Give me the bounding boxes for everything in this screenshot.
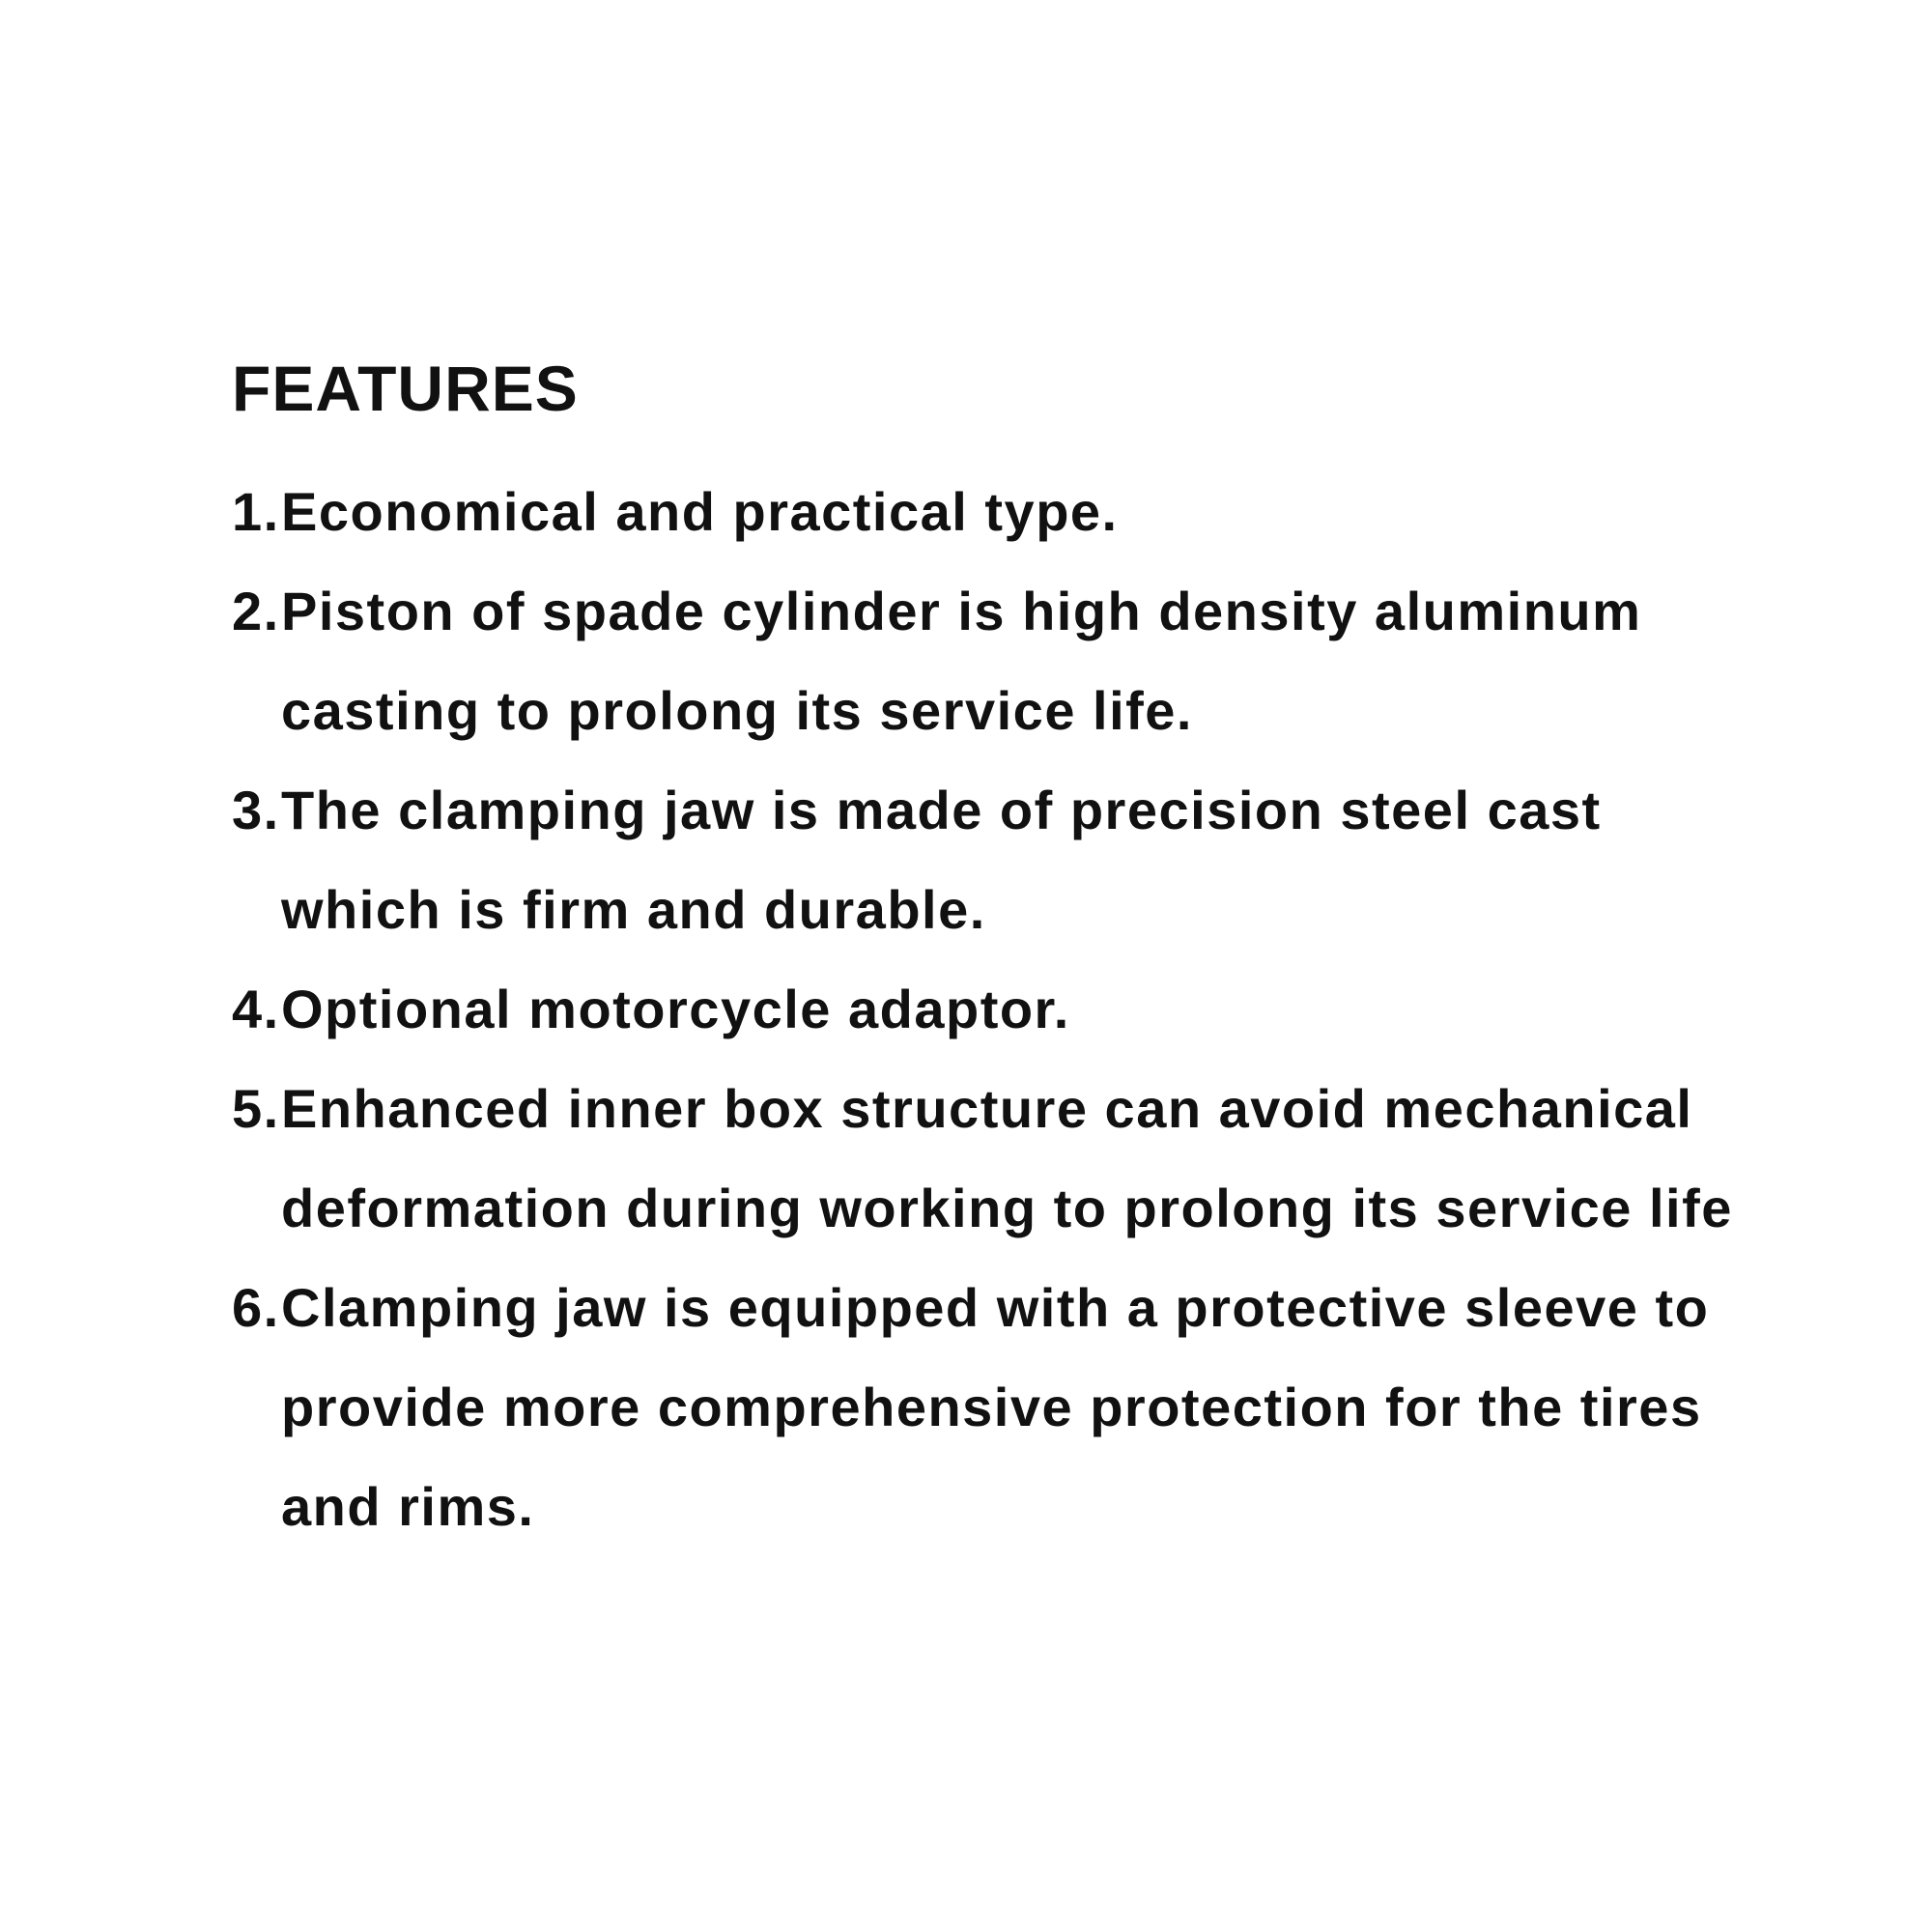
feature-text-line: provide more comprehensive protection for the tires bbox=[281, 1377, 1702, 1437]
feature-text-line: deformation during working to prolong its service life bbox=[281, 1178, 1733, 1238]
feature-number: 2. bbox=[232, 581, 280, 641]
feature-text-line: Piston of spade cylinder is high density aluminum bbox=[281, 581, 1642, 641]
feature-number: 5. bbox=[232, 1078, 280, 1139]
feature-text-line: and rims. bbox=[281, 1476, 535, 1537]
feature-item bbox=[232, 561, 1797, 760]
feature-item bbox=[232, 462, 1797, 561]
feature-item bbox=[232, 1258, 1797, 1556]
feature-item bbox=[232, 959, 1797, 1059]
feature-number: 1. bbox=[232, 481, 280, 542]
feature-text-line: Optional motorcycle adaptor. bbox=[281, 979, 1070, 1039]
feature-text-line: casting to prolong its service life. bbox=[281, 680, 1193, 741]
features-heading: FEATURES bbox=[232, 353, 579, 424]
feature-text-line: Enhanced inner box structure can avoid mechanical bbox=[281, 1078, 1693, 1139]
feature-text-line: Clamping jaw is equipped with a protective sleeve to bbox=[281, 1277, 1710, 1338]
feature-item bbox=[232, 1059, 1797, 1258]
feature-item bbox=[232, 760, 1797, 959]
feature-text-line: which is firm and durable. bbox=[281, 879, 986, 940]
feature-text-line: Economical and practical type. bbox=[281, 481, 1119, 542]
feature-number: 3. bbox=[232, 780, 280, 840]
feature-number: 4. bbox=[232, 979, 280, 1039]
feature-number: 6. bbox=[232, 1277, 280, 1338]
feature-text-line: The clamping jaw is made of precision steel cast bbox=[281, 780, 1602, 840]
features-list bbox=[232, 462, 1797, 1556]
